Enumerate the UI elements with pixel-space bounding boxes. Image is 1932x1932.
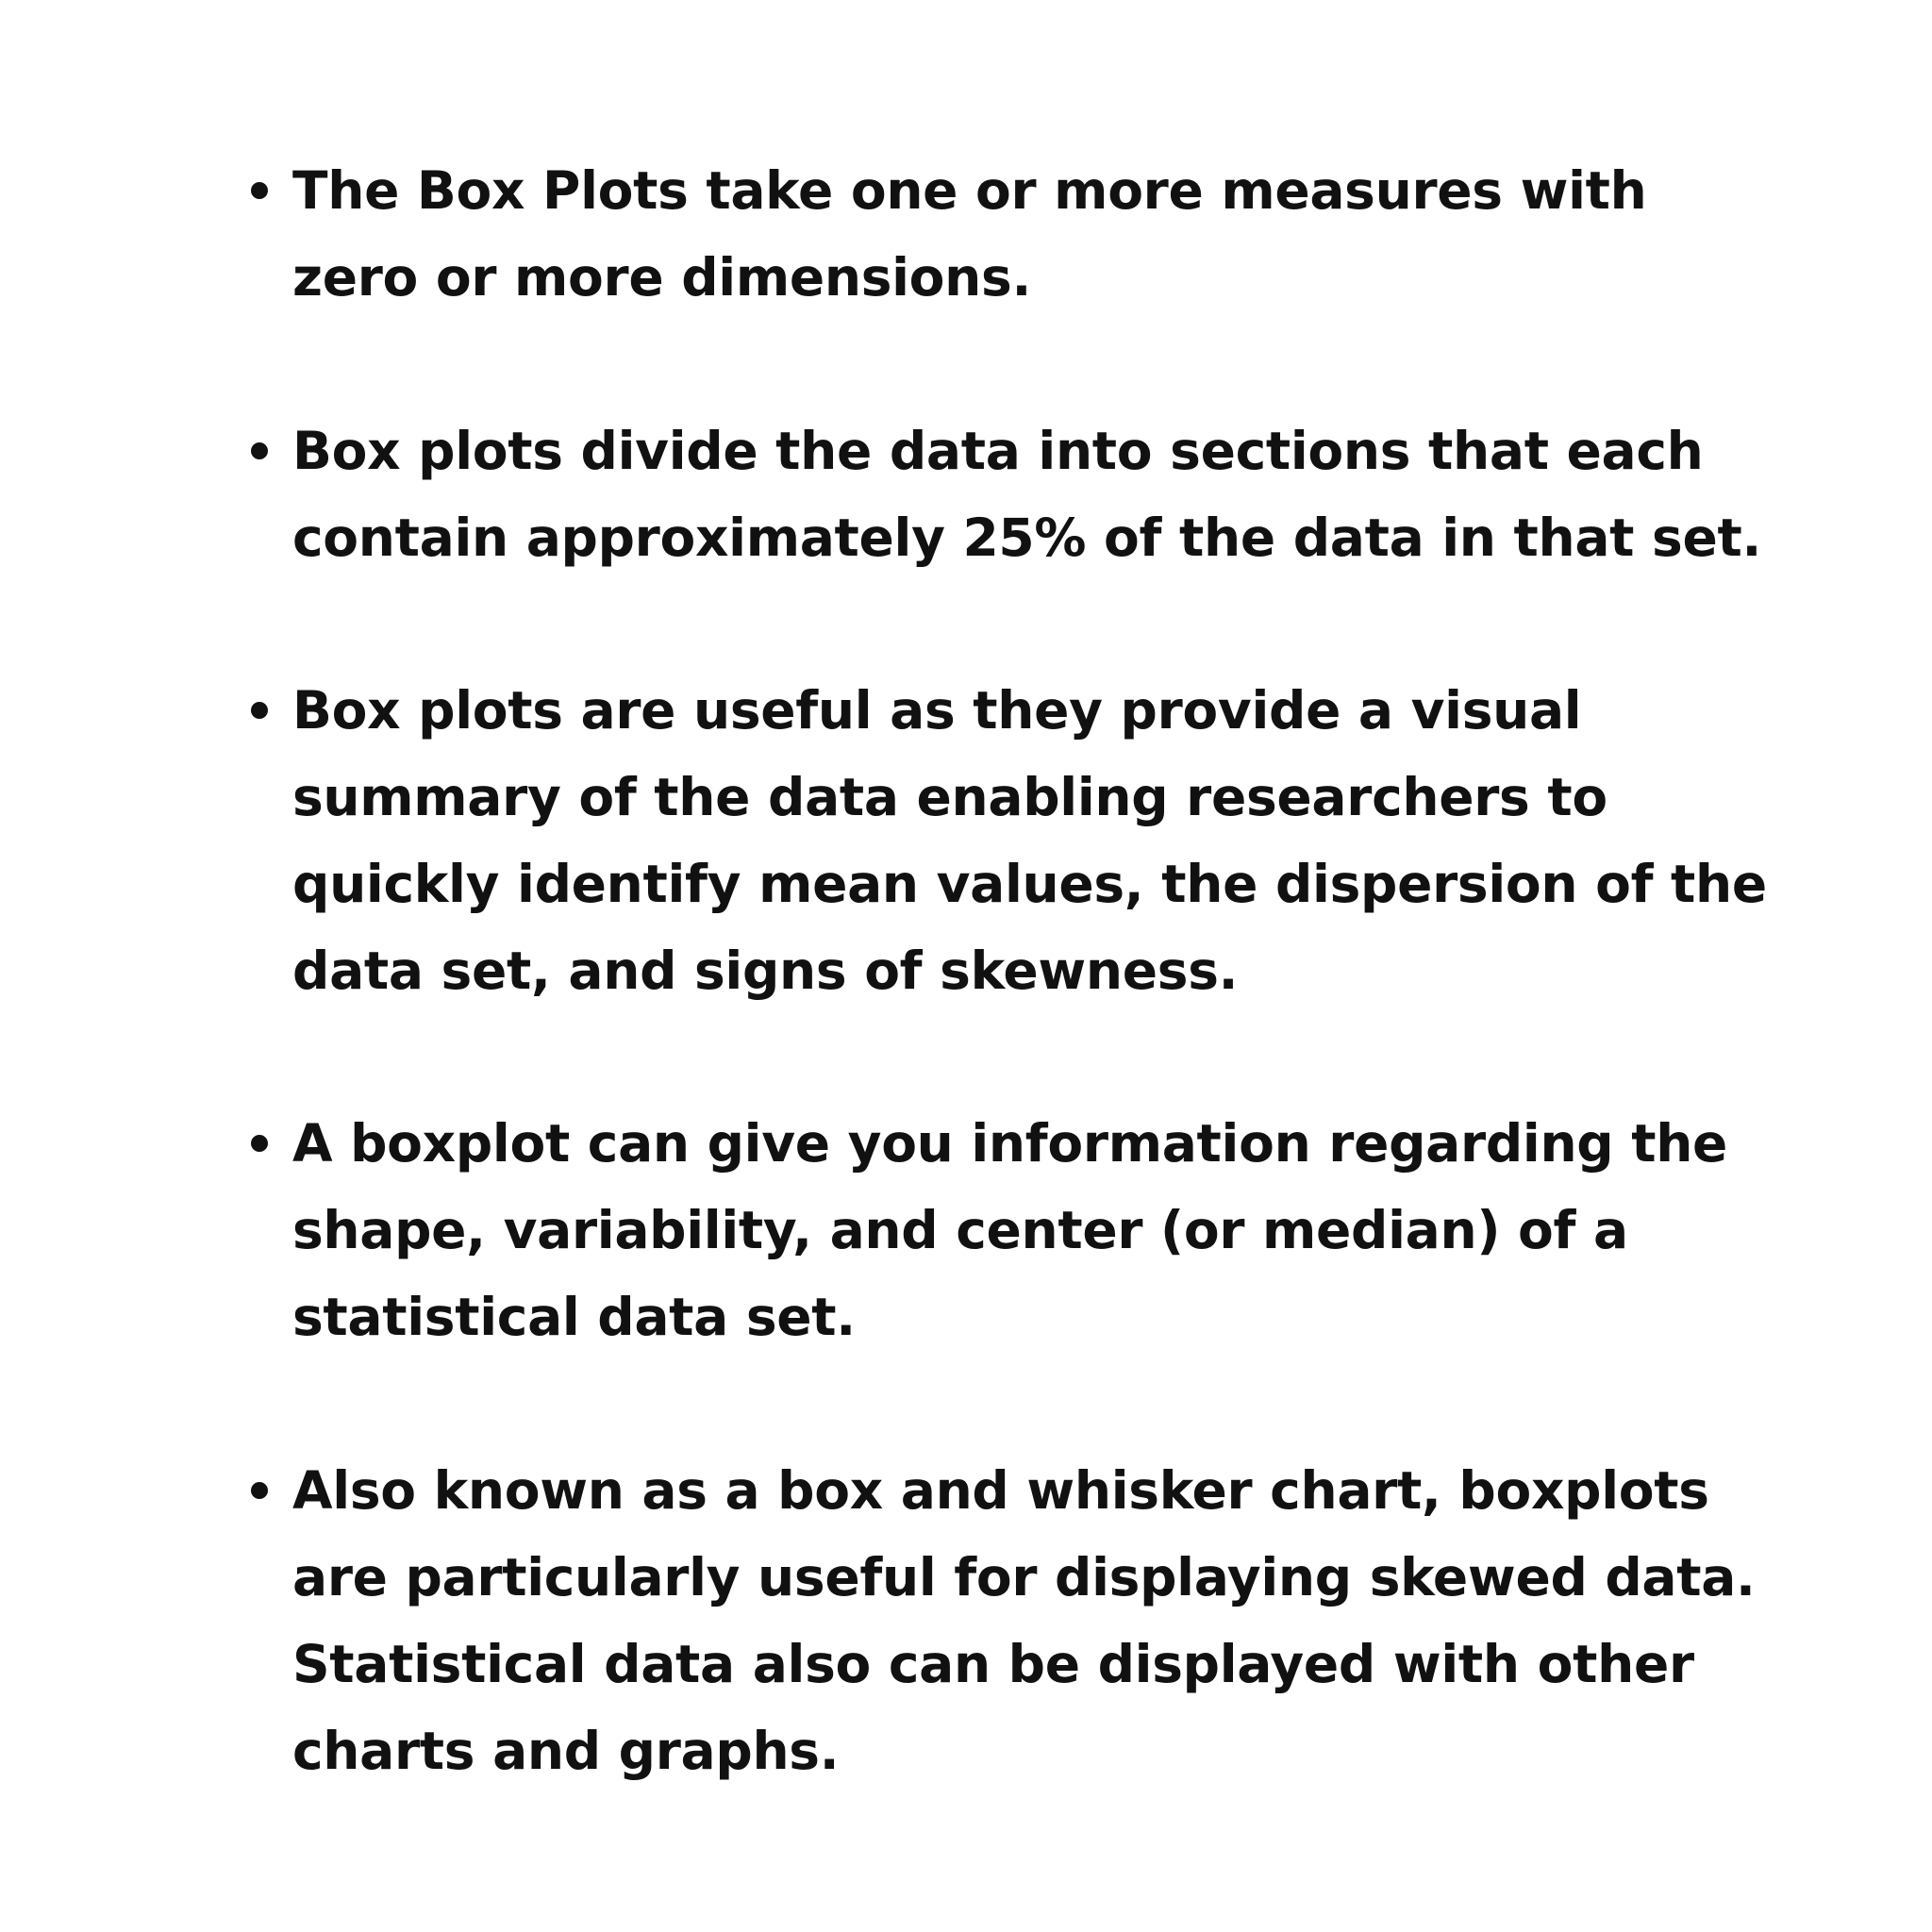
- bullet-text-line: The Box Plots take one or more measures with: [292, 160, 1647, 221]
- bullet-dot-icon: [251, 1135, 268, 1152]
- bullet-item: [292, 408, 1783, 581]
- bullet-text-line: shape, variability, and center (or median) of a: [292, 1200, 1628, 1260]
- bullet-dot-icon: [251, 442, 268, 459]
- bullet-text-line: Box plots are useful as they provide a visual: [292, 680, 1582, 741]
- bullet-text-line: Box plots divide the data into sections that each: [292, 421, 1704, 481]
- bullet-text-line: charts and graphs.: [292, 1721, 840, 1781]
- bullet-item: [292, 147, 1783, 321]
- bullet-text-line: contain approximately 25% of the data in that set.: [292, 508, 1762, 568]
- bullet-dot-icon: [251, 1482, 268, 1499]
- bullet-text-line: zero or more dimensions.: [292, 247, 1032, 308]
- bullet-text-line: quickly identify mean values, the dispersion of the: [292, 854, 1767, 914]
- bullet-text-line: summary of the data enabling researchers to: [292, 767, 1607, 827]
- bullet-dot-icon: [251, 702, 268, 719]
- bullet-item: [292, 1447, 1783, 1794]
- bullet-dot-icon: [251, 182, 268, 199]
- bullet-text-line: Statistical data also can be displayed with other: [292, 1634, 1694, 1694]
- bullet-text-line: data set, and signs of skewness.: [292, 941, 1239, 1001]
- bullet-item: [292, 1100, 1783, 1360]
- bullet-text-line: are particularly useful for displaying skewed data.: [292, 1547, 1756, 1607]
- bullet-text-line: A boxplot can give you information regarding the: [292, 1113, 1728, 1174]
- bullet-text-line: statistical data set.: [292, 1287, 856, 1347]
- bullet-item: [292, 667, 1783, 1014]
- bullet-text-line: Also known as a box and whisker chart, boxplots: [292, 1460, 1709, 1521]
